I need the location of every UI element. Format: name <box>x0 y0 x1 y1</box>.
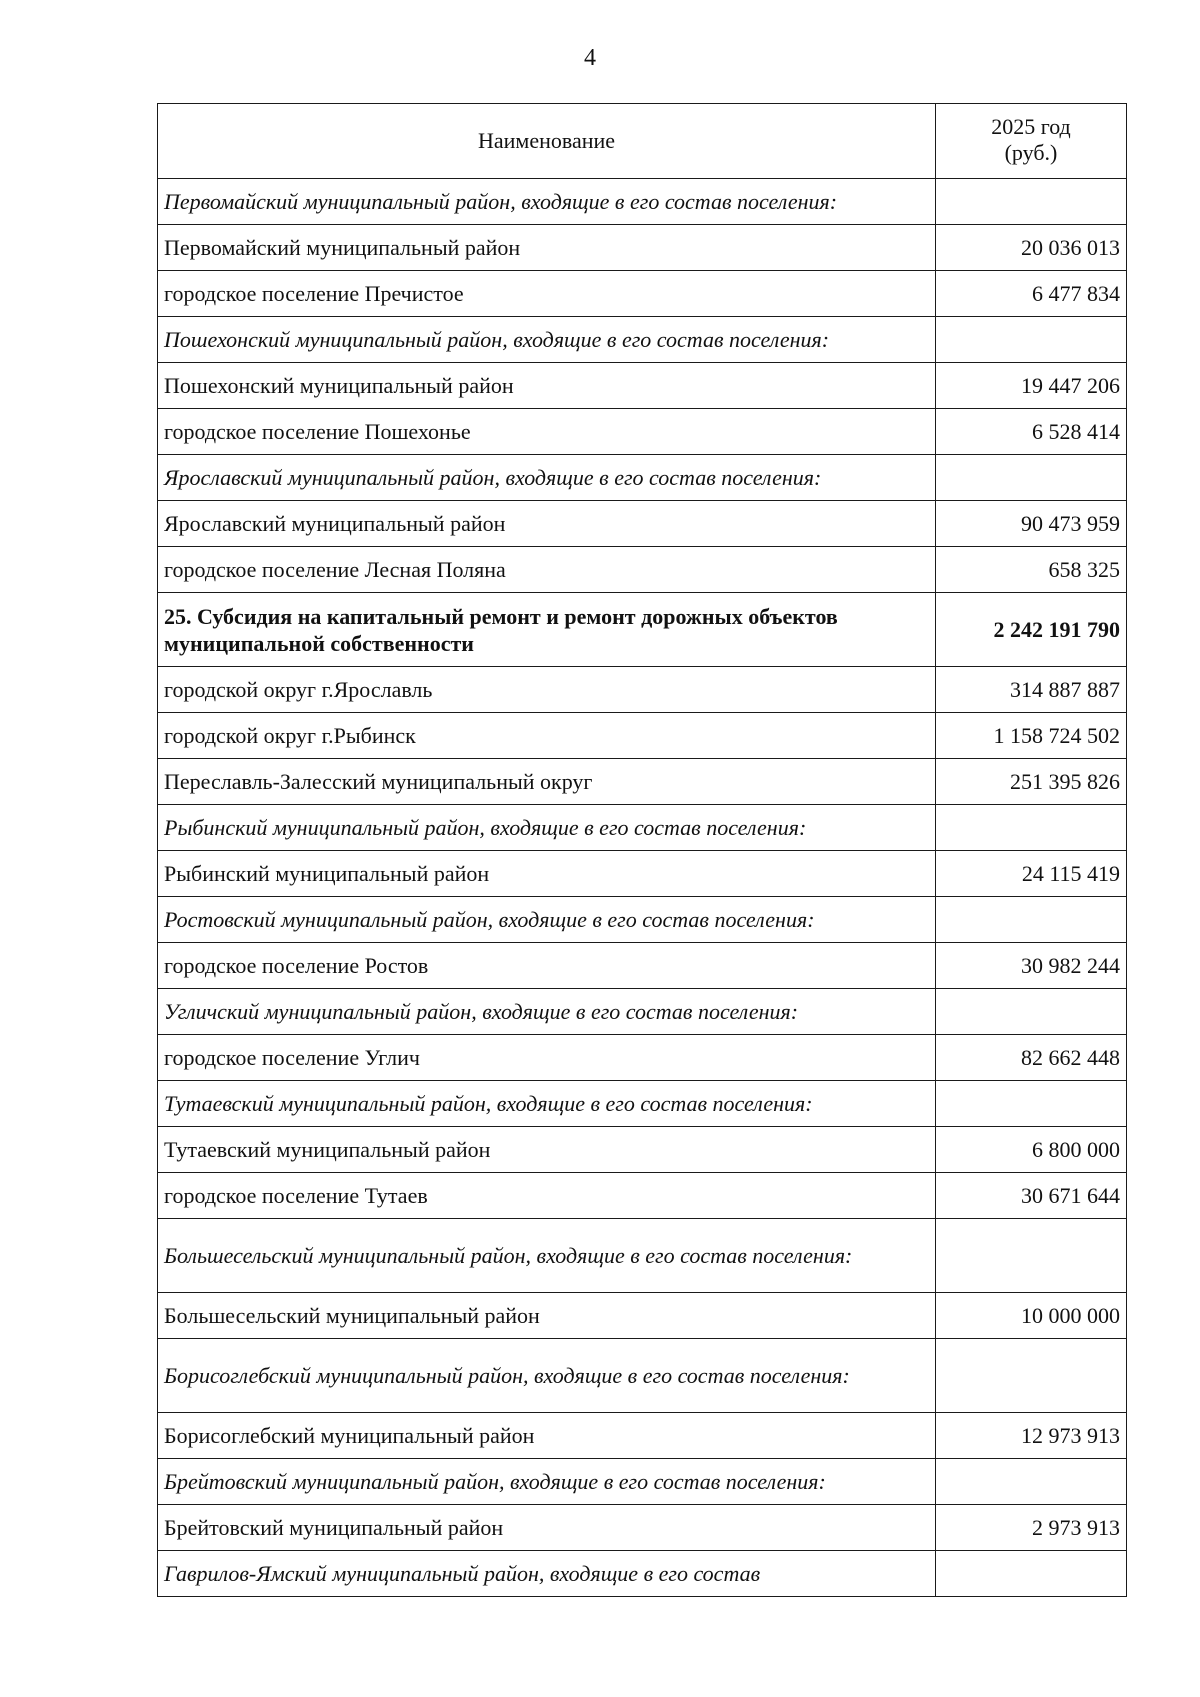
row-amount: 90 473 959 <box>936 501 1127 547</box>
row-name: городской округ г.Рыбинск <box>158 713 936 759</box>
group-header-row <box>158 1551 1127 1597</box>
header-amount-unit: (руб.) <box>1004 140 1058 165</box>
row-name: городское поселение Тутаев <box>158 1173 936 1219</box>
table-row <box>158 225 1127 271</box>
row-name: Угличский муниципальный район, входящие в его состав поселения: <box>158 989 936 1035</box>
row-name: Пошехонский муниципальный район, входящие в его состав поселения: <box>158 317 936 363</box>
group-header-row <box>158 1459 1127 1505</box>
row-amount: 82 662 448 <box>936 1035 1127 1081</box>
table-row <box>158 547 1127 593</box>
row-name: Ростовский муниципальный район, входящие в его состав поселения: <box>158 897 936 943</box>
row-name: Первомайский муниципальный район <box>158 225 936 271</box>
row-name: городское поселение Пошехонье <box>158 409 936 455</box>
table-row <box>158 943 1127 989</box>
table-row <box>158 1035 1127 1081</box>
row-amount: 30 982 244 <box>936 943 1127 989</box>
table-row <box>158 1505 1127 1551</box>
section-title: 25. Субсидия на капитальный ремонт и ремонт дорожных объектов муниципальной собственности <box>158 593 936 667</box>
row-name: городское поселение Углич <box>158 1035 936 1081</box>
row-name: городское поселение Пречистое <box>158 271 936 317</box>
group-header-row <box>158 1339 1127 1413</box>
row-name: Брейтовский муниципальный район <box>158 1505 936 1551</box>
table-row <box>158 1413 1127 1459</box>
row-amount <box>936 805 1127 851</box>
row-name: Ярославский муниципальный район, входящие в его состав поселения: <box>158 455 936 501</box>
row-amount <box>936 1219 1127 1293</box>
row-amount: 24 115 419 <box>936 851 1127 897</box>
row-amount <box>936 455 1127 501</box>
row-name: Большесельский муниципальный район <box>158 1293 936 1339</box>
table-row <box>158 1293 1127 1339</box>
table-row <box>158 713 1127 759</box>
group-header-row <box>158 455 1127 501</box>
row-amount: 251 395 826 <box>936 759 1127 805</box>
table-row <box>158 501 1127 547</box>
row-name: городской округ г.Ярославль <box>158 667 936 713</box>
row-name: городское поселение Лесная Поляна <box>158 547 936 593</box>
group-header-row <box>158 179 1127 225</box>
row-name: Переславль-Залесский муниципальный округ <box>158 759 936 805</box>
header-name-column: Наименование <box>158 104 936 179</box>
row-amount: 1 158 724 502 <box>936 713 1127 759</box>
header-amount-column <box>936 104 1127 179</box>
section-amount: 2 242 191 790 <box>936 593 1127 667</box>
row-amount: 314 887 887 <box>936 667 1127 713</box>
row-amount: 30 671 644 <box>936 1173 1127 1219</box>
row-name: Ярославский муниципальный район <box>158 501 936 547</box>
section-row <box>158 593 1127 667</box>
table-header-row <box>158 104 1127 179</box>
row-amount <box>936 1339 1127 1413</box>
row-amount <box>936 1459 1127 1505</box>
row-name: Тутаевский муниципальный район, входящие в его состав поселения: <box>158 1081 936 1127</box>
table-row <box>158 1127 1127 1173</box>
row-name: Рыбинский муниципальный район, входящие в его состав поселения: <box>158 805 936 851</box>
row-amount: 2 973 913 <box>936 1505 1127 1551</box>
group-header-row <box>158 805 1127 851</box>
row-name: Брейтовский муниципальный район, входящие в его состав поселения: <box>158 1459 936 1505</box>
row-name: Первомайский муниципальный район, входящие в его состав поселения: <box>158 179 936 225</box>
group-header-row <box>158 1219 1127 1293</box>
row-amount <box>936 179 1127 225</box>
table-row <box>158 759 1127 805</box>
page-number: 4 <box>584 45 596 71</box>
row-amount: 6 528 414 <box>936 409 1127 455</box>
table-row <box>158 363 1127 409</box>
group-header-row <box>158 897 1127 943</box>
table-row <box>158 271 1127 317</box>
row-amount: 19 447 206 <box>936 363 1127 409</box>
row-amount <box>936 317 1127 363</box>
table-row <box>158 851 1127 897</box>
table-row <box>158 1173 1127 1219</box>
row-amount <box>936 1551 1127 1597</box>
group-header-row <box>158 1081 1127 1127</box>
row-name: Гаврилов-Ямский муниципальный район, входящие в его состав <box>158 1551 936 1597</box>
row-amount: 20 036 013 <box>936 225 1127 271</box>
row-name: Пошехонский муниципальный район <box>158 363 936 409</box>
row-name: Борисоглебский муниципальный район <box>158 1413 936 1459</box>
budget-table <box>157 103 1127 1597</box>
row-amount: 10 000 000 <box>936 1293 1127 1339</box>
row-name: Борисоглебский муниципальный район, входящие в его состав поселения: <box>158 1339 936 1413</box>
row-amount <box>936 989 1127 1035</box>
row-amount: 6 477 834 <box>936 271 1127 317</box>
row-name: городское поселение Ростов <box>158 943 936 989</box>
row-name: Большесельский муниципальный район, входящие в его состав поселения: <box>158 1219 936 1293</box>
row-name: Рыбинский муниципальный район <box>158 851 936 897</box>
row-amount: 12 973 913 <box>936 1413 1127 1459</box>
row-amount: 658 325 <box>936 547 1127 593</box>
row-amount <box>936 897 1127 943</box>
row-name: Тутаевский муниципальный район <box>158 1127 936 1173</box>
table-body <box>158 179 1127 1597</box>
table-row <box>158 667 1127 713</box>
row-amount <box>936 1081 1127 1127</box>
header-amount-year: 2025 год <box>991 114 1071 139</box>
table-row <box>158 409 1127 455</box>
group-header-row <box>158 989 1127 1035</box>
group-header-row <box>158 317 1127 363</box>
row-amount: 6 800 000 <box>936 1127 1127 1173</box>
